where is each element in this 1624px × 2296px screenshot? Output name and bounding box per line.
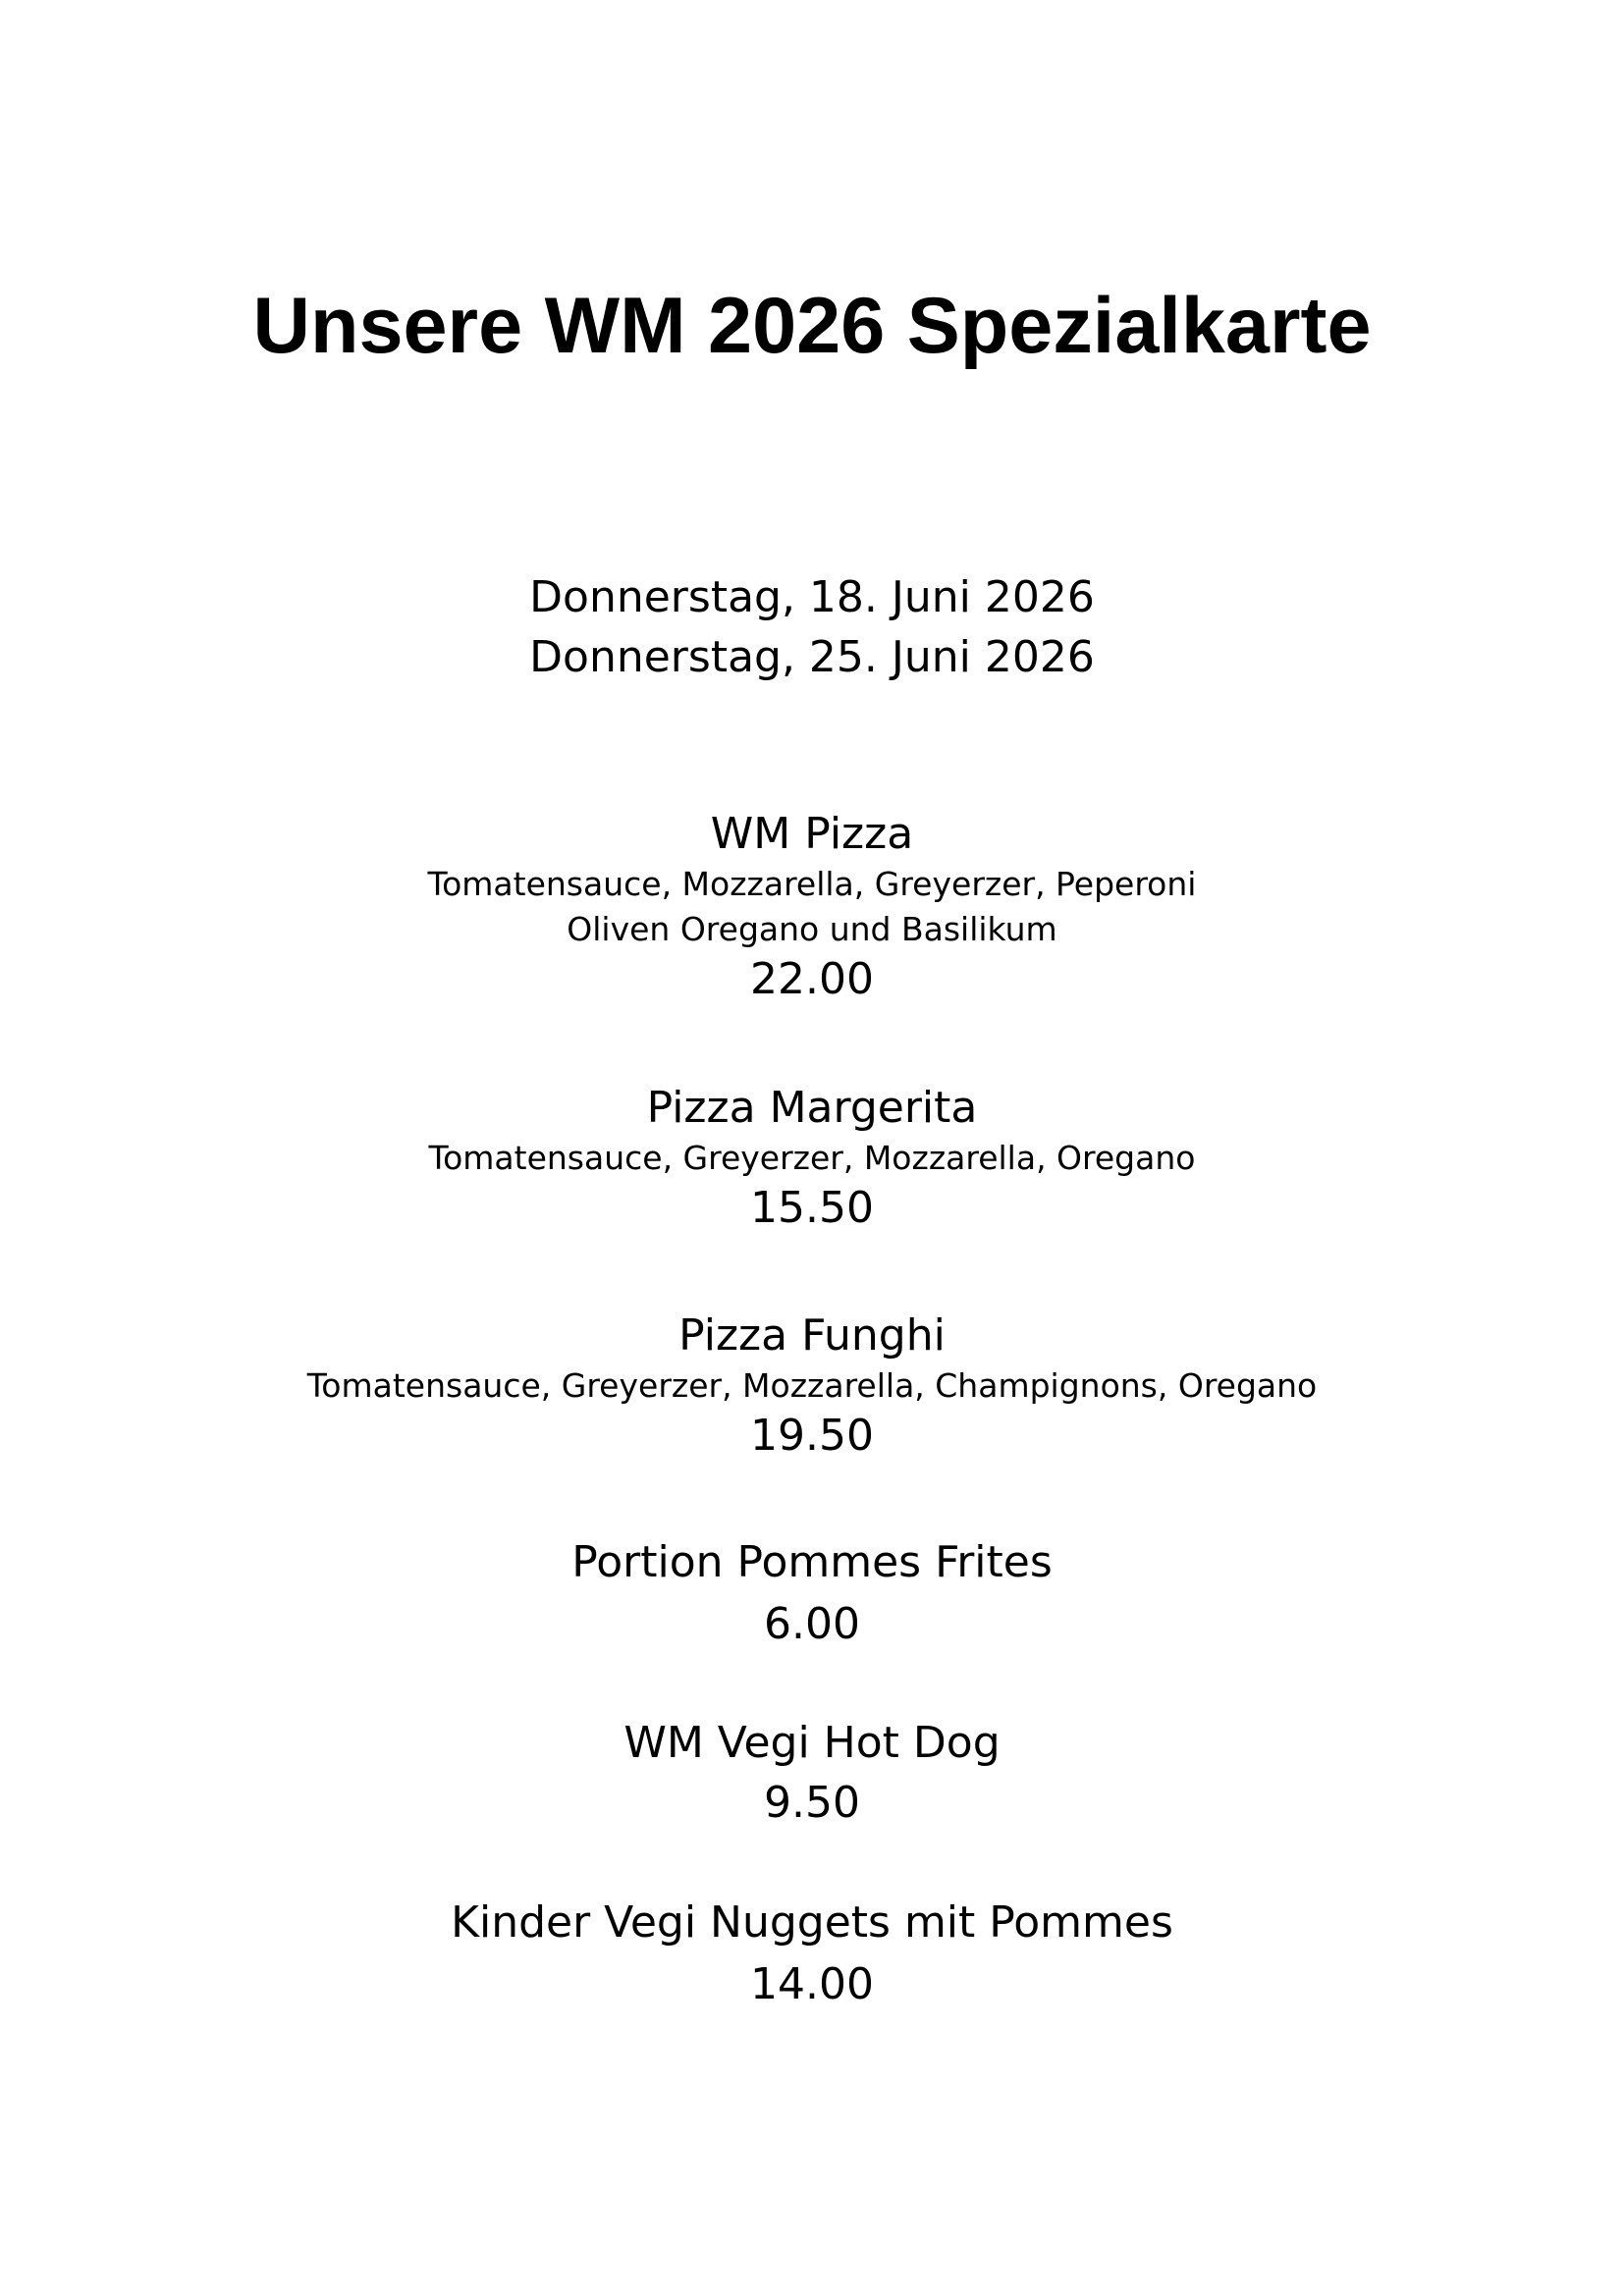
menu-item-price: 22.00 bbox=[750, 954, 874, 1004]
menu-item bbox=[0, 1535, 1624, 1652]
menu-item-price: 14.00 bbox=[750, 1959, 874, 2009]
menu-item bbox=[0, 1308, 1624, 1464]
menu-item-description: Tomatensauce, Greyerzer, Mozzarella, Champignons, Oregano bbox=[306, 1366, 1318, 1405]
event-date: Donnerstag, 25. Juni 2026 bbox=[529, 632, 1095, 682]
menu-item-price: 9.50 bbox=[764, 1778, 860, 1828]
menu-item-price: 6.00 bbox=[764, 1599, 860, 1649]
menu-item bbox=[0, 1081, 1624, 1236]
menu-item-name: WM Pizza bbox=[710, 809, 914, 859]
event-dates bbox=[0, 567, 1624, 687]
menu-item bbox=[0, 1716, 1624, 1831]
menu-item-price: 15.50 bbox=[750, 1183, 874, 1233]
menu-item-name: WM Vegi Hot Dog bbox=[623, 1718, 1001, 1768]
page-title: Unsere WM 2026 Spezialkarte bbox=[252, 282, 1372, 370]
menu-item-description: Tomatensauce, Mozzarella, Greyerzer, Peperoni bbox=[427, 865, 1197, 903]
event-date: Donnerstag, 18. Juni 2026 bbox=[529, 572, 1095, 622]
menu-item-description: Oliven Oregano und Basilikum bbox=[567, 910, 1057, 948]
menu-item-name: Pizza Margerita bbox=[646, 1083, 978, 1133]
menu-item bbox=[0, 1896, 1624, 2012]
menu-item-name: Portion Pommes Frites bbox=[571, 1537, 1053, 1587]
menu-item bbox=[0, 807, 1624, 1007]
menu-item-name: Pizza Funghi bbox=[678, 1310, 946, 1361]
menu-item-name: Kinder Vegi Nuggets mit Pommes bbox=[451, 1897, 1173, 1948]
menu-item-description: Tomatensauce, Greyerzer, Mozzarella, Oregano bbox=[428, 1139, 1196, 1177]
menu-item-price: 19.50 bbox=[750, 1411, 874, 1461]
